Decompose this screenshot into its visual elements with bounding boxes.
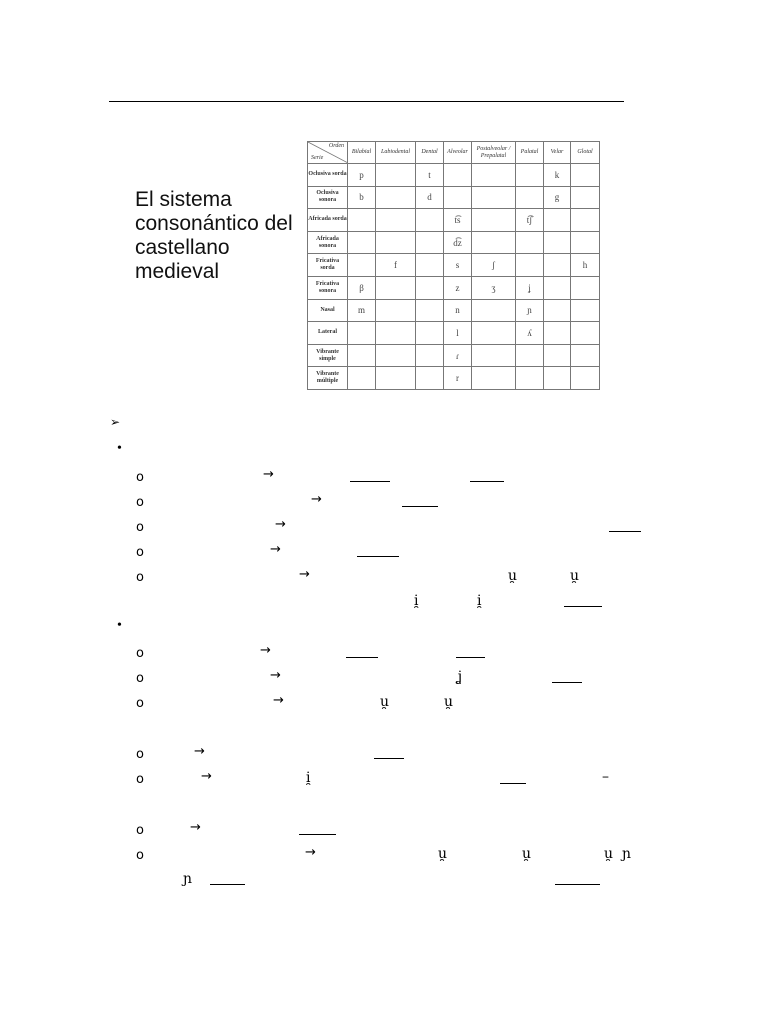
consonant-table <box>307 141 600 390</box>
table-cell: ʎ <box>516 322 544 345</box>
table-cell <box>348 254 376 277</box>
table-cell <box>472 231 516 254</box>
u-glide-char: u̯ <box>380 694 390 710</box>
table-cell <box>472 322 516 345</box>
table-cell: ʃ <box>472 254 516 277</box>
table-cell <box>376 164 416 187</box>
column-header: Labiodental <box>376 142 416 164</box>
circle-bullet-icon: o <box>136 848 144 863</box>
table-cell <box>544 276 571 299</box>
table-cell <box>571 367 600 390</box>
blank-line <box>210 884 245 885</box>
table-cell <box>544 344 571 367</box>
table-cell <box>544 299 571 322</box>
table-cell: s <box>444 254 472 277</box>
table-cell <box>348 322 376 345</box>
u-glide-char: u̯ <box>444 694 454 710</box>
row-header: Africada sonora <box>308 231 348 254</box>
circle-bullet-icon: o <box>136 545 144 560</box>
arrow-icon: → <box>299 567 310 582</box>
corner-bottom-label: Serie <box>311 155 324 161</box>
circle-bullet-icon: o <box>136 671 144 686</box>
blank-line <box>564 606 602 607</box>
table-cell <box>416 254 444 277</box>
table-cell: t͡s <box>444 209 472 232</box>
table-cell: b <box>348 186 376 209</box>
table-cell <box>516 254 544 277</box>
circle-bullet-icon: o <box>136 570 144 585</box>
arrow-icon: → <box>270 668 281 683</box>
table-cell <box>376 231 416 254</box>
table-cell <box>376 209 416 232</box>
document-title: El sistema consonántico del castellano medieval <box>135 188 293 283</box>
table-row <box>308 164 600 187</box>
table-cell <box>376 299 416 322</box>
arrow-icon: → <box>201 769 212 784</box>
table-cell <box>376 186 416 209</box>
arrow-icon: → <box>305 845 316 860</box>
table-cell: n <box>444 299 472 322</box>
blank-line <box>500 783 526 784</box>
table-cell: d <box>416 186 444 209</box>
table-cell: ɾ <box>444 344 472 367</box>
table-cell <box>348 344 376 367</box>
row-header: Fricativa sorda <box>308 254 348 277</box>
table-row <box>308 254 600 277</box>
column-header: Velar <box>544 142 571 164</box>
table-row <box>308 299 600 322</box>
arrow-icon: → <box>275 517 286 532</box>
table-cell <box>571 344 600 367</box>
circle-bullet-icon: o <box>136 823 144 838</box>
table-cell: t͡ʃ <box>516 209 544 232</box>
blank-line <box>609 531 641 532</box>
table-cell <box>416 299 444 322</box>
table-cell <box>516 231 544 254</box>
table-cell: r <box>444 367 472 390</box>
table-cell <box>544 209 571 232</box>
column-header: Glotal <box>571 142 600 164</box>
table-cell <box>544 322 571 345</box>
circle-bullet-icon: o <box>136 520 144 535</box>
row-header: Lateral <box>308 322 348 345</box>
table-cell <box>544 254 571 277</box>
arrow-icon: → <box>194 744 205 759</box>
arrow-icon: → <box>273 693 284 708</box>
table-cell <box>472 299 516 322</box>
u-glide-char: u̯ <box>438 846 448 862</box>
u-glide-char: u̯ <box>570 568 580 584</box>
table-cell <box>444 164 472 187</box>
row-header: Vibrante simple <box>308 344 348 367</box>
circle-bullet-icon: o <box>136 772 144 787</box>
table-cell <box>472 164 516 187</box>
table-cell <box>571 209 600 232</box>
table-cell <box>416 367 444 390</box>
column-header: Dental <box>416 142 444 164</box>
table-cell: ɲ <box>516 299 544 322</box>
table-cell <box>376 344 416 367</box>
corner-top-label: Orden <box>328 143 344 149</box>
i-glide-char: i̯ <box>477 593 482 609</box>
table-cell: f <box>376 254 416 277</box>
table-cell <box>416 231 444 254</box>
blank-line <box>402 506 438 507</box>
table-cell: ʝ <box>516 276 544 299</box>
circle-bullet-icon: o <box>136 495 144 510</box>
blank-line <box>357 556 399 557</box>
column-header: Palatal <box>516 142 544 164</box>
circle-bullet-icon: o <box>136 747 144 762</box>
table-cell: g <box>544 186 571 209</box>
table-cell <box>571 322 600 345</box>
top-horizontal-rule <box>109 101 624 102</box>
table-row <box>308 209 600 232</box>
table-cell: z <box>444 276 472 299</box>
table-cell: k <box>544 164 571 187</box>
table-cell <box>416 276 444 299</box>
table-row <box>308 367 600 390</box>
table-cell <box>571 231 600 254</box>
row-header: Vibrante múltiple <box>308 367 348 390</box>
circle-bullet-icon: o <box>136 696 144 711</box>
column-header: Bilabial <box>348 142 376 164</box>
table-cell: d͡z <box>444 231 472 254</box>
table-cell <box>571 164 600 187</box>
table-cell <box>376 367 416 390</box>
circle-bullet-icon: o <box>136 646 144 661</box>
arrow-icon: → <box>311 492 322 507</box>
table-cell <box>376 276 416 299</box>
table-cell: ʒ <box>472 276 516 299</box>
n-palatal-char: ɲ <box>183 871 193 887</box>
table-cell <box>544 231 571 254</box>
table-cell <box>544 367 571 390</box>
table-cell <box>348 209 376 232</box>
table-cell <box>571 276 600 299</box>
table-row <box>308 322 600 345</box>
table-row <box>308 344 600 367</box>
row-header: Africada sorda <box>308 209 348 232</box>
blank-line <box>299 834 336 835</box>
table-cell: h <box>571 254 600 277</box>
table-cell <box>516 367 544 390</box>
j-char: ʝ <box>457 669 463 685</box>
u-glide-char: u̯ <box>508 568 518 584</box>
arrow-icon: → <box>263 467 274 482</box>
table-cell <box>472 367 516 390</box>
table-cell <box>472 344 516 367</box>
blank-line <box>456 657 485 658</box>
column-header: Postalveolar / Prepalatal <box>472 142 516 164</box>
dash-char: – <box>602 769 609 785</box>
table-cell <box>472 209 516 232</box>
dot-bullet-icon: • <box>117 441 122 456</box>
i-glide-char: i̯ <box>306 770 311 786</box>
u-glide-char: u̯ <box>522 846 532 862</box>
table-cell <box>472 186 516 209</box>
table-cell <box>416 322 444 345</box>
table-cell: m <box>348 299 376 322</box>
arrow-bullet-icon: ➢ <box>110 415 121 429</box>
table-cell <box>516 164 544 187</box>
u-glide-char: u̯ <box>604 846 614 862</box>
row-header: Oclusiva sorda <box>308 164 348 187</box>
table-cell <box>516 186 544 209</box>
dot-bullet-icon: • <box>117 618 122 633</box>
blank-line <box>346 657 378 658</box>
table-row <box>308 276 600 299</box>
blank-line <box>555 884 600 885</box>
table-row <box>308 231 600 254</box>
table-row <box>308 186 600 209</box>
table-cell <box>376 322 416 345</box>
table-cell: p <box>348 164 376 187</box>
blank-line <box>470 481 504 482</box>
table-cell <box>416 209 444 232</box>
arrow-icon: → <box>270 542 281 557</box>
blank-line <box>350 481 390 482</box>
i-glide-char: i̯ <box>414 593 419 609</box>
table-cell <box>444 186 472 209</box>
circle-bullet-icon: o <box>136 470 144 485</box>
blank-line <box>552 682 582 683</box>
row-header: Oclusiva sonora <box>308 186 348 209</box>
row-header: Fricativa sonora <box>308 276 348 299</box>
n-palatal-char: ɲ <box>622 846 632 862</box>
table-cell: t <box>416 164 444 187</box>
table-corner-cell <box>308 142 348 164</box>
table-cell <box>348 231 376 254</box>
row-header: Nasal <box>308 299 348 322</box>
table-cell <box>571 186 600 209</box>
table-cell <box>416 344 444 367</box>
arrow-icon: → <box>260 643 271 658</box>
blank-line <box>374 758 404 759</box>
table-cell <box>348 367 376 390</box>
table-cell <box>571 299 600 322</box>
table-header-row <box>308 142 600 164</box>
column-header: Alveolar <box>444 142 472 164</box>
table-cell: β <box>348 276 376 299</box>
table-cell: l <box>444 322 472 345</box>
table-cell <box>516 344 544 367</box>
arrow-icon: → <box>190 820 201 835</box>
